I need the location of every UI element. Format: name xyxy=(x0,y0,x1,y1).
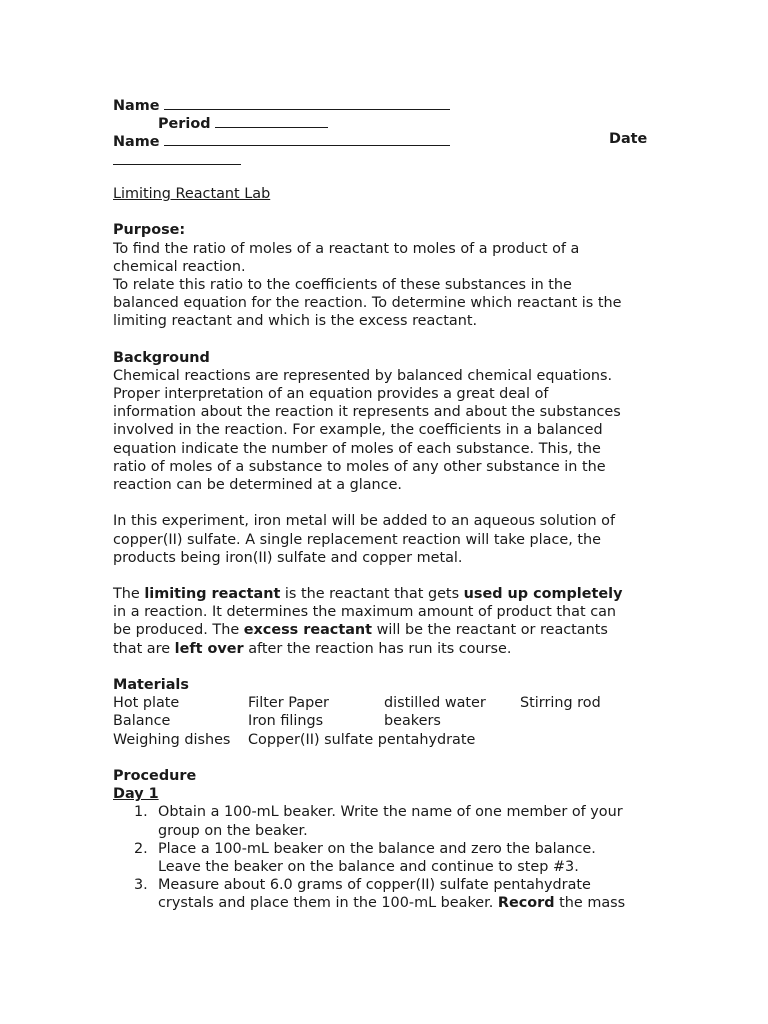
name-label: Name xyxy=(113,98,160,114)
background-text-line: Chemical reactions are represented by balanced chemical equations. xyxy=(113,367,613,384)
background-text-line: equation indicate the number of moles of each substance. This, the xyxy=(113,440,601,457)
procedure-step: 1. Obtain a 100-mL beaker. Write the name of one member of your group on the beaker. xyxy=(134,804,623,839)
purpose-text-line: limiting reactant and which is the excess reactant. xyxy=(113,313,478,330)
background-text-line: be produced. The excess reactant will be the reactant or reactants xyxy=(113,622,608,639)
material-item: Hot plate xyxy=(113,695,180,712)
background-text-line: products being iron(II) sulfate and copper metal. xyxy=(113,549,463,566)
background-text-line: In this experiment, iron metal will be added to an aqueous solution of xyxy=(113,513,616,530)
date-blank-line xyxy=(113,149,658,167)
period-label: Period xyxy=(158,116,211,133)
background-text-line: reaction can be determined at a glance. xyxy=(113,476,402,493)
step-number: 2. xyxy=(134,840,148,857)
period-blank[interactable] xyxy=(215,112,328,128)
limiting-reactant-term: limiting reactant xyxy=(144,586,281,603)
name-blank-1[interactable] xyxy=(164,94,450,110)
step-number: 3. xyxy=(134,877,148,894)
background-text-line: that are left over after the reaction has run its course. xyxy=(113,640,512,657)
name-line-2 xyxy=(113,130,658,151)
material-item: beakers xyxy=(384,713,441,730)
purpose-text-line: To find the ratio of moles of a reactant to moles of a product of a xyxy=(113,240,580,257)
record-term: Record xyxy=(497,895,555,912)
material-item: Iron filings xyxy=(248,713,324,730)
step-number: 1. xyxy=(134,804,148,821)
background-text-line: information about the reaction it represents and about the substances xyxy=(113,404,621,421)
name-blank-2[interactable] xyxy=(164,130,450,146)
page-title: Limiting Reactant Lab xyxy=(113,185,271,202)
background-text-line: in a reaction. It determines the maximum amount of product that can xyxy=(113,604,617,621)
name-line-1 xyxy=(113,94,658,112)
procedure-heading: Procedure xyxy=(113,767,197,784)
date-blank[interactable] xyxy=(113,149,241,165)
material-item: Weighing dishes xyxy=(113,731,231,748)
material-item: Balance xyxy=(113,713,171,730)
document-page xyxy=(113,94,658,912)
left-over-term: left over xyxy=(174,640,244,657)
background-text-line: involved in the reaction. For example, the coefficients in a balanced xyxy=(113,422,603,439)
materials-row xyxy=(113,712,658,730)
background-heading: Background xyxy=(113,349,210,366)
date-label: Date xyxy=(609,131,648,148)
background-text-line: ratio of moles of a substance to moles of any other substance in the xyxy=(113,458,606,475)
excess-reactant-term: excess reactant xyxy=(243,622,373,639)
material-item: distilled water xyxy=(384,695,486,712)
procedure-step: 2. Place a 100-mL beaker on the balance and zero the balance. Leave the beaker on the balance and continue to step #3. xyxy=(134,840,596,875)
purpose-heading: Purpose: xyxy=(113,222,186,239)
name-label-2: Name xyxy=(113,134,160,151)
background-text-line: copper(II) sulfate. A single replacement reaction will take place, the xyxy=(113,531,602,548)
material-item: Stirring rod xyxy=(520,695,601,712)
day-heading: Day 1 xyxy=(113,786,159,803)
used-up-completely-term: used up completely xyxy=(463,586,623,603)
purpose-text-line: chemical reaction. xyxy=(113,258,246,275)
material-item: Filter Paper xyxy=(248,695,329,712)
procedure-steps xyxy=(113,803,658,912)
procedure-step: 3. Measure about 6.0 grams of copper(II) sulfate pentahydrate crystals and place them in the 100-mL beaker. Record the mass xyxy=(134,877,626,912)
materials-row xyxy=(113,694,658,712)
purpose-text-line: balanced equation for the reaction. To determine which reactant is the xyxy=(113,295,622,312)
background-text-line: Proper interpretation of an equation provides a great deal of xyxy=(113,386,549,402)
background-text-line: The limiting reactant is the reactant that gets used up completely xyxy=(113,586,623,603)
purpose-text-line: To relate this ratio to the coefficients of these substances in the xyxy=(113,276,572,293)
materials-row xyxy=(113,731,658,749)
period-line xyxy=(113,112,658,133)
materials-heading: Materials xyxy=(113,677,189,693)
material-item: Copper(II) sulfate pentahydrate xyxy=(248,731,476,748)
